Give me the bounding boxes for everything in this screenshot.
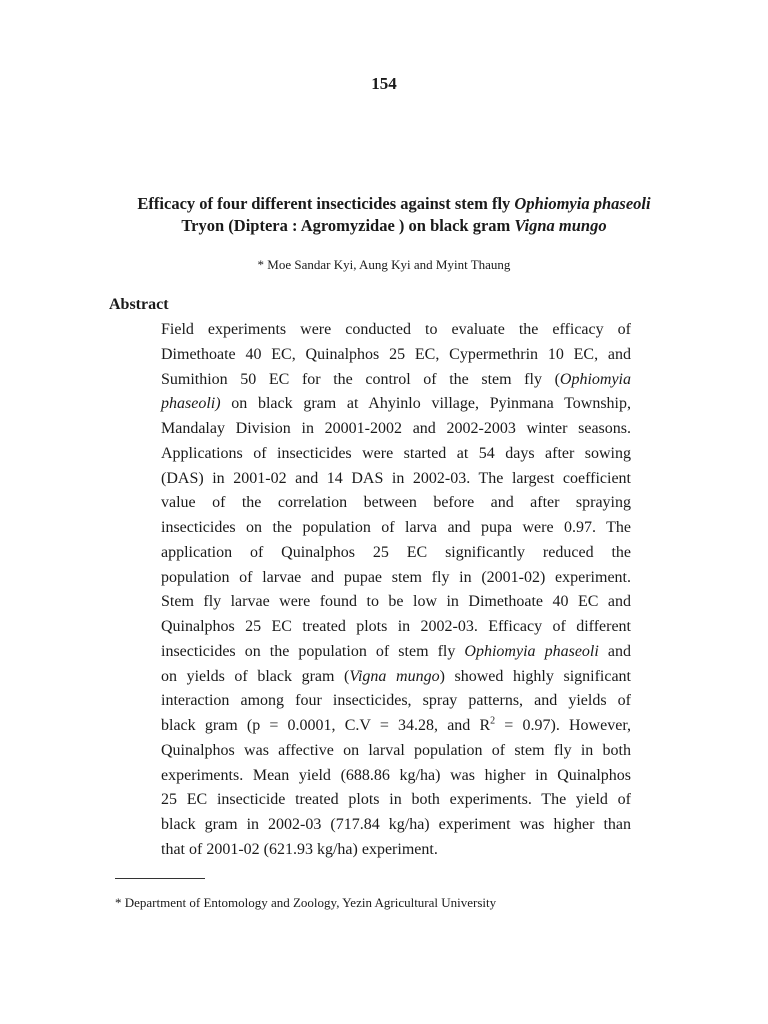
abstract-line: Stem fly larvae were found to be low in Dimethoate 40 EC and: [161, 593, 631, 611]
title-line-1: [60, 193, 728, 215]
abstract-line: population of larvae and pupae stem fly in (2001-02) experiment.: [161, 568, 631, 586]
title-species-black-gram: Vigna mungo: [514, 216, 607, 235]
abstract-line-text: insecticides on the population of stem fly: [161, 642, 465, 660]
abstract-line: interaction among four insecticides, spray patterns, and yields of: [161, 692, 631, 710]
abstract-line: Quinalphos was affective on larval population of stem fly in both: [161, 741, 631, 759]
page-number: 154: [371, 74, 397, 93]
abstract-line: [161, 714, 631, 739]
abstract-line: insecticides on the population of larva and pupa were 0.97. The: [161, 519, 631, 536]
species-name: Ophiomyia: [559, 370, 631, 388]
abstract-heading: Abstract: [109, 296, 169, 313]
abstract-line: that of 2001-02 (621.93 kg/ha) experiment.: [161, 840, 438, 858]
abstract-line: Dimethoate 40 EC, Quinalphos 25 EC, Cypermethrin 10 EC, and: [161, 345, 631, 363]
abstract-line: (DAS) in 2001-02 and 14 DAS in 2002-03. The largest coefficient: [161, 469, 631, 487]
abstract-line: Mandalay Division in 20001-2002 and 2002-2003 winter seasons.: [161, 420, 631, 437]
species-name: Vigna mungo: [349, 667, 440, 685]
abstract-line: application of Quinalphos 25 EC significantly reduced the: [161, 543, 631, 561]
abstract-line: Field experiments were conducted to evaluate the efficacy of: [161, 321, 631, 338]
abstract-line-text: black gram (p = 0.0001, C.V = 34.28, and R: [161, 717, 491, 734]
author-list: * Moe Sandar Kyi, Aung Kyi and Myint Thaung: [257, 257, 511, 272]
abstract-line: experiments. Mean yield (688.86 kg/ha) was higher in Quinalphos: [161, 766, 631, 784]
abstract-line: value of the correlation between before and after spraying: [161, 494, 631, 512]
abstract-line: Quinalphos 25 EC treated plots in 2002-03. Efficacy of different: [161, 618, 631, 635]
abstract-line: Applications of insecticides were started at 54 days after sowing: [161, 444, 631, 462]
species-name: Ophiomyia phaseoli: [464, 642, 599, 660]
abstract-line: 25 EC insecticide treated plots in both experiments. The yield of: [161, 791, 631, 809]
footnote-divider: [115, 878, 205, 879]
abstract-line-text: and: [598, 642, 631, 660]
title-species-stem-fly: Ophiomyia phaseoli: [514, 194, 651, 213]
abstract-line-text: on yields of black gram (: [161, 667, 350, 685]
abstract-line: black gram in 2002-03 (717.84 kg/ha) experiment was higher than: [161, 816, 631, 833]
abstract-line-text: = 0.97). However,: [495, 717, 632, 734]
abstract-line: [161, 392, 631, 417]
abstract-body: [161, 318, 631, 863]
title-line-2-text: Tryon (Diptera : Agromyzidae ) on black gram: [181, 216, 515, 235]
title-line-1-text: Efficacy of four different insecticides against stem fly: [137, 194, 515, 213]
abstract-line-text: ) showed highly significant: [439, 667, 632, 685]
paper-title: [60, 193, 728, 237]
abstract-line: [161, 640, 631, 665]
species-name: phaseoli): [161, 395, 221, 413]
abstract-line: [161, 368, 631, 393]
superscript: 2: [490, 715, 496, 727]
abstract-line-text: Sumithion 50 EC for the control of the stem fly (: [161, 370, 560, 388]
footnote: * Department of Entomology and Zoology, Yezin Agricultural University: [115, 895, 497, 910]
abstract-line-text: on black gram at Ahyinlo village, Pyinmana Township,: [220, 395, 631, 413]
abstract-line: [161, 665, 631, 690]
title-line-2: [60, 215, 728, 237]
